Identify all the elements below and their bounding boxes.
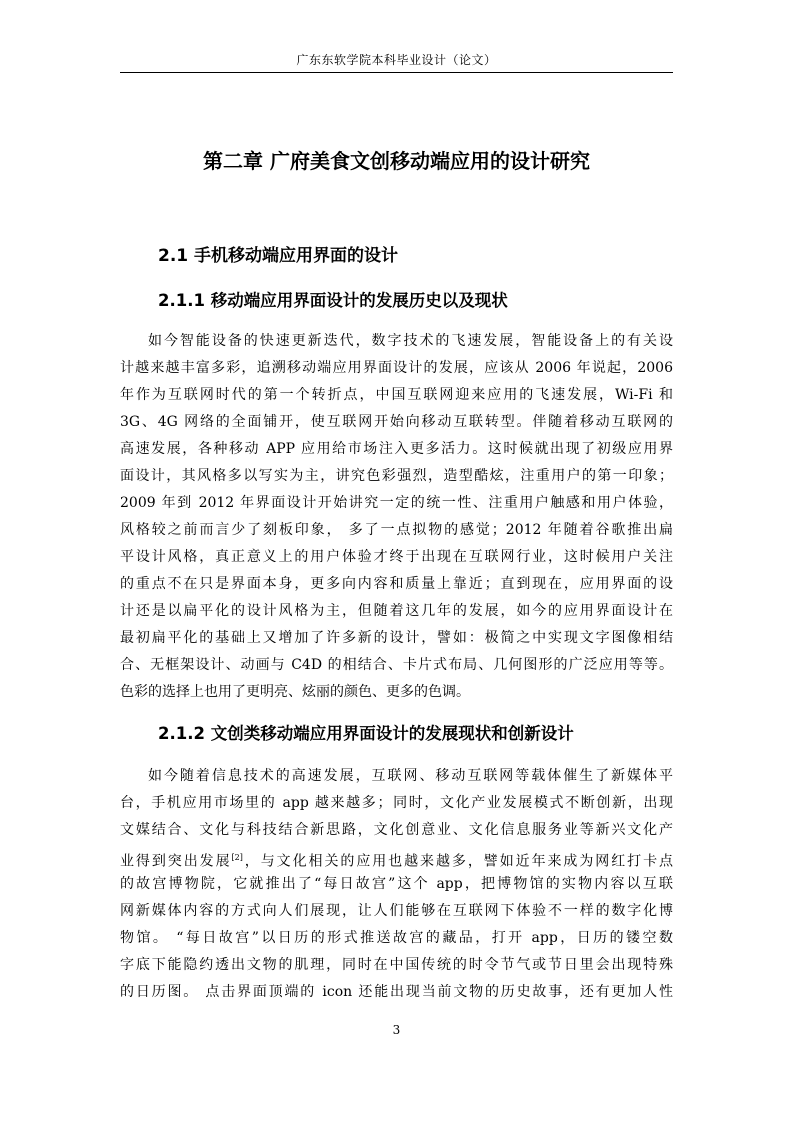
- text-line: 最初扁平化的基础上又增加了许多新的设计，譬如：极简之中实现文字图像相结: [120, 630, 673, 646]
- section-heading: 2.1 手机移动端应用界面的设计: [158, 246, 399, 266]
- header-rule: [120, 72, 673, 73]
- running-header: 广东东软学院本科毕业设计（论文）: [296, 53, 497, 67]
- text-line: 的故宫博物院，它就推出了“每日故宫”这个 app，把博物馆的实物内容以互联: [120, 876, 673, 892]
- text-line: 风格较之前而言少了刻板印象， 多了一点拟物的感觉；2012 年随着谷歌推出扁: [120, 522, 673, 538]
- text-line: 如今智能设备的快速更新迭代，数字技术的飞速发展，智能设备上的有关设: [148, 333, 673, 349]
- text-line: 如今随着信息技术的高速发展，互联网、移动互联网等载体催生了新媒体平: [148, 768, 673, 784]
- subsection-heading-2: 2.1.2 文创类移动端应用界面设计的发展现状和创新设计: [158, 724, 574, 743]
- text-line: 2009 年到 2012 年界面设计开始讲究一定的统一性、注重用户触感和用户体验，: [120, 495, 673, 511]
- text-line: 平设计风格，真正意义上的用户体验才终于出现在互联网行业，这时候用户关注: [120, 549, 673, 565]
- citation-mark: [2]: [231, 853, 243, 862]
- paragraph-2: [120, 763, 673, 1006]
- text-line: 字底下能隐约透出文物的肌理，同时在中国传统的时令节气或节日里会出现特殊: [120, 957, 673, 973]
- text-line: [120, 844, 673, 871]
- text-line: 计还是以扁平化的设计风格为主，但随着这几年的发展，如今的应用界面设计在: [120, 603, 673, 619]
- text-line: 的日历图。 点击界面顶端的 icon 还能出现当前文物的历史故事，还有更加人性: [120, 984, 673, 1000]
- text-line: 物馆。 “每日故宫”以日历的形式推送故宫的藏品，打开 app，日历的镂空数: [120, 930, 673, 946]
- text-line: 3G、4G 网络的全面铺开，使互联网开始向移动互联转型。伴随着移动互联网的: [120, 414, 673, 430]
- subsection-heading-1: 2.1.1 移动端应用界面设计的发展历史以及现状: [158, 291, 508, 310]
- page-number: 3: [392, 1023, 401, 1037]
- text-line: 色彩的选择上也用了更明亮、炫丽的颜色、更多的色调。: [120, 684, 470, 700]
- text-run: 业得到突出发展: [120, 853, 232, 870]
- text-line: 文媒结合、文化与科技结合新思路，文化创意业、文化信息服务业等新兴文化产: [120, 822, 673, 838]
- text-run: ，与文化相关的应用也越来越多，譬如近年来成为网红打卡点: [242, 853, 673, 870]
- text-line: 年作为互联网时代的第一个转折点，中国互联网迎来应用的飞速发展，Wi-Fi 和: [120, 387, 673, 403]
- text-line: 合、无框架设计、动画与 C4D 的相结合、卡片式布局、几何图形的广泛应用等等。: [120, 657, 673, 673]
- text-line: 高速发展，各种移动 APP 应用给市场注入更多活力。这时候就出现了初级应用界: [120, 441, 673, 457]
- text-line: 的重点不在只是界面本身，更多向内容和质量上靠近；直到现在，应用界面的设: [120, 576, 673, 592]
- text-line: 面设计，其风格多以写实为主，讲究色彩强烈，造型酷炫，注重用户的第一印象；: [120, 468, 673, 484]
- paragraph-1: [120, 328, 673, 706]
- text-line: 计越来越丰富多彩，追溯移动端应用界面设计的发展，应该从 2006 年说起，2006: [120, 360, 673, 376]
- text-line: 网新媒体内容的方式向人们展现，让人们能够在互联网下体验不一样的数字化博: [120, 903, 673, 919]
- chapter-title: 第二章 广府美食文创移动端应用的设计研究: [203, 149, 590, 173]
- text-line: 台，手机应用市场里的 app 越来越多；同时，文化产业发展模式不断创新，出现: [120, 795, 673, 811]
